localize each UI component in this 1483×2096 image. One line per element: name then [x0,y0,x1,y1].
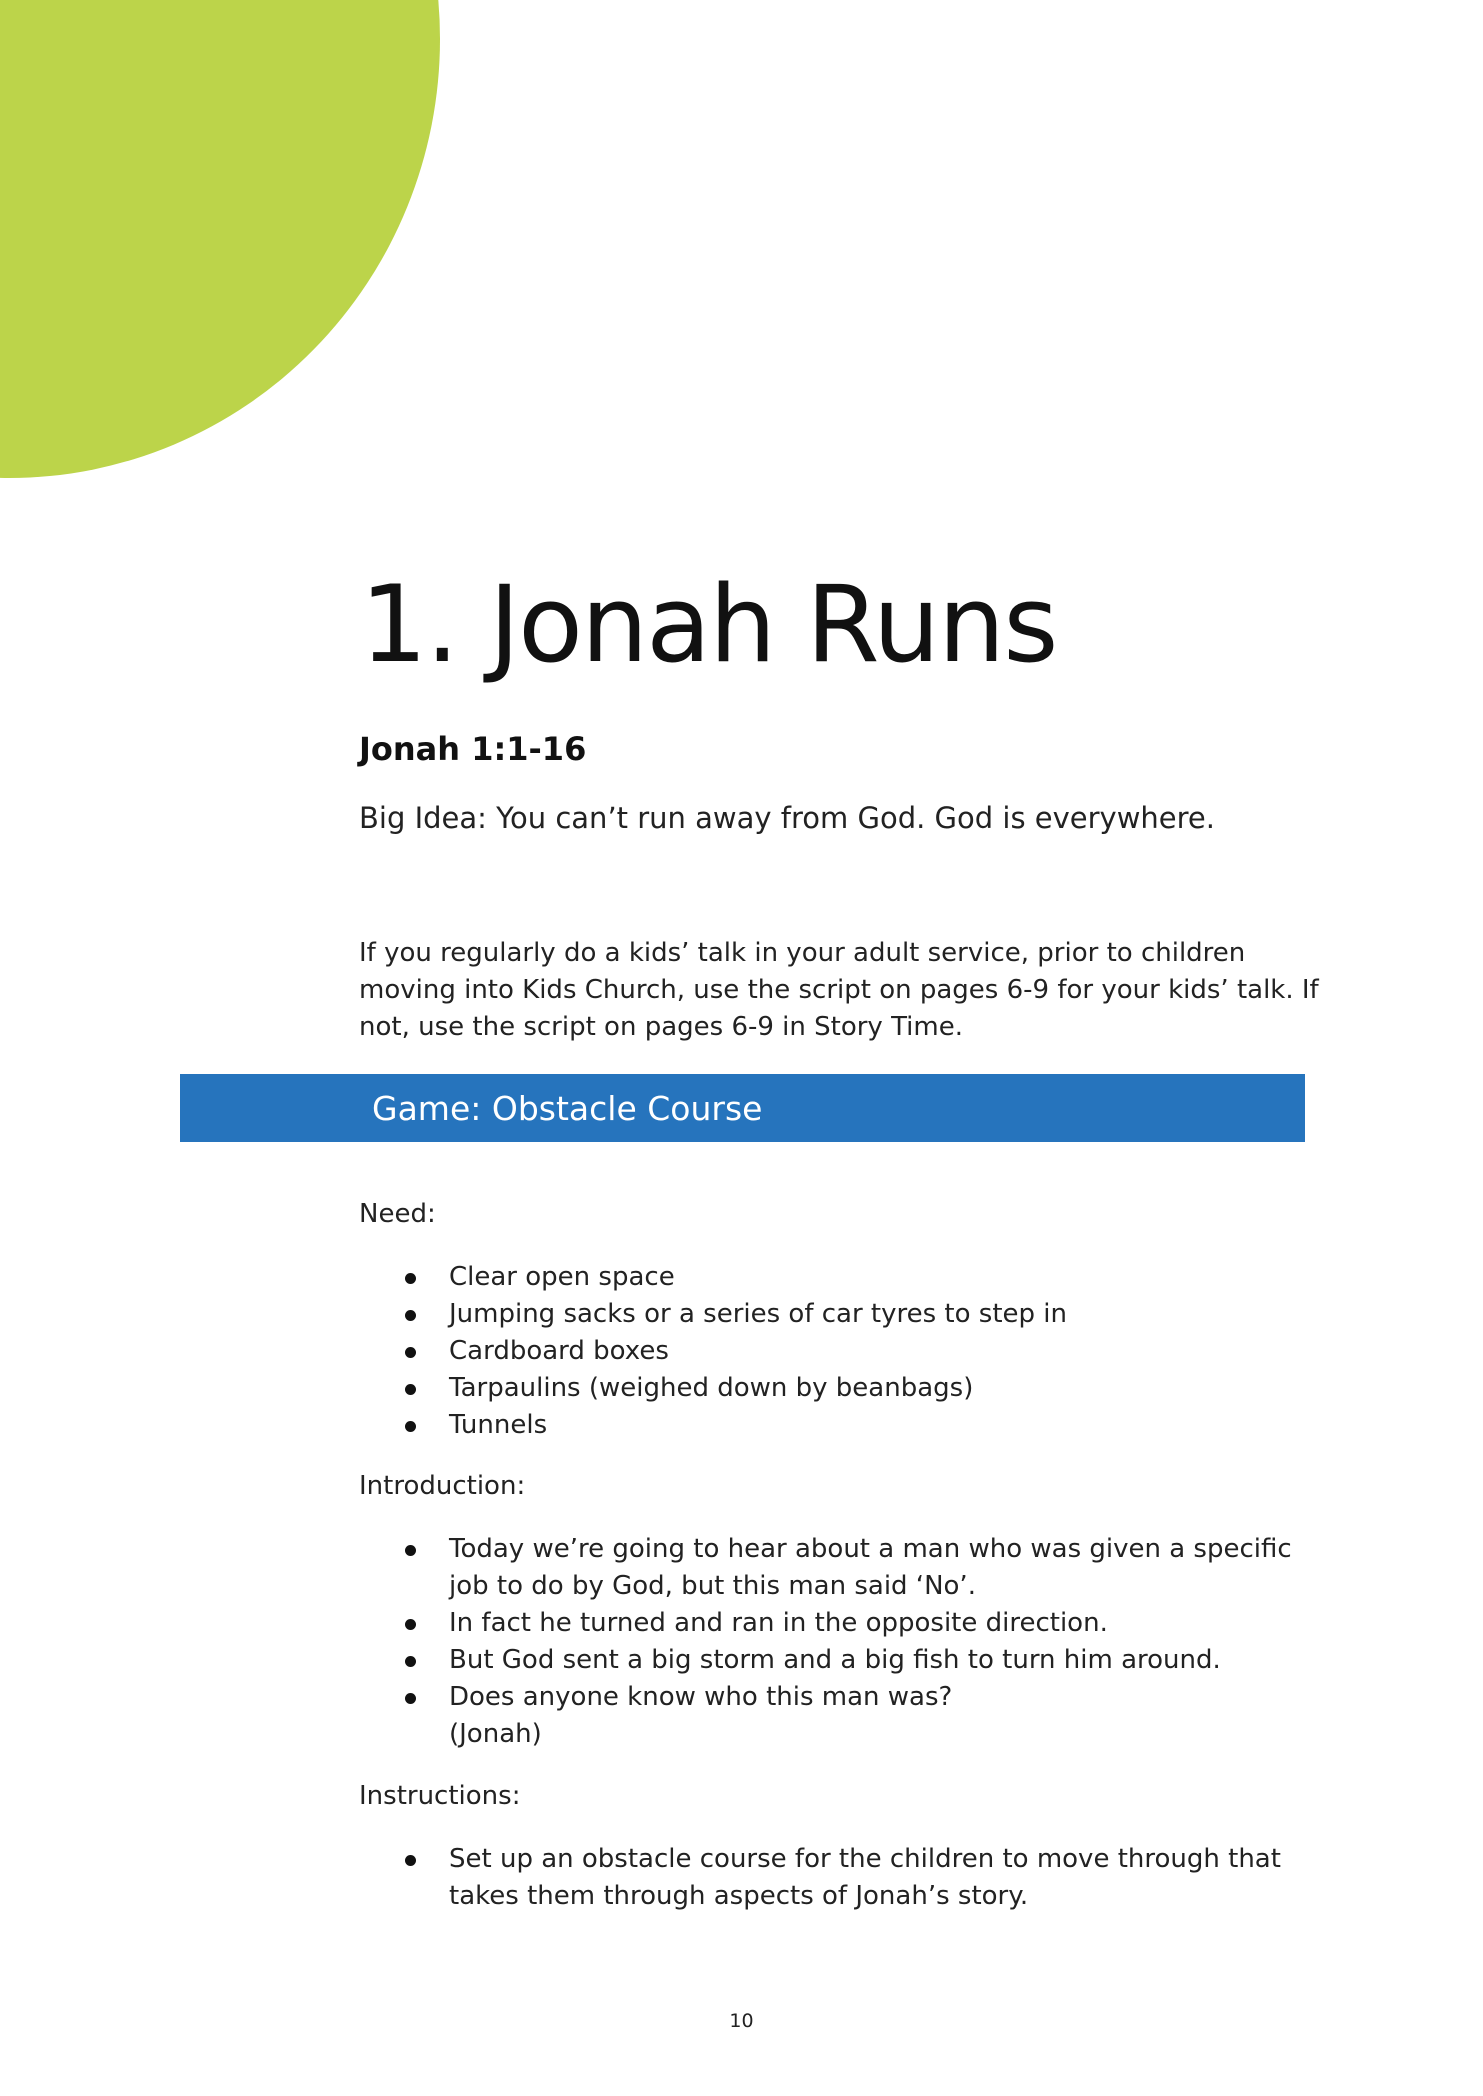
bullet-icon [405,1421,416,1432]
game-banner-text: Game: Obstacle Course [372,1088,763,1128]
bullet-icon [405,1273,416,1284]
list-item: In fact he turned and ran in the opposite direction. [359,1605,1319,1642]
answer-text: (Jonah) [449,1719,542,1749]
bullet-icon [405,1347,416,1358]
list-item: Today we’re going to hear about a man who was given a specific job to do by God, but this man said ‘No’. [359,1531,1319,1605]
decorative-green-circle [0,0,440,478]
list-item: But God sent a big storm and a big fish to turn him around. [359,1642,1319,1679]
bullet-icon [405,1619,416,1630]
bullet-icon [405,1693,416,1704]
need-label: Need: [359,1199,436,1229]
list-item: Cardboard boxes [359,1333,1319,1370]
game-banner [180,1074,1305,1142]
list-item: Does anyone know who this man was? (Jonah) [359,1679,1319,1753]
intro-paragraph: If you regularly do a kids’ talk in your adult service, prior to children moving into Kids Church, use the script on pages 6-9 for your kids’ talk. If not, use the script on pages 6-9 in Story Time. [359,938,1319,1042]
lesson-title: 1. Jonah Runs [360,563,1057,686]
scripture-reference: Jonah 1:1-16 [359,730,587,768]
bullet-icon [405,1545,416,1556]
bullet-icon [405,1656,416,1667]
introduction-list [359,1531,1319,1753]
bullet-icon [405,1855,416,1866]
instructions-label: Instructions: [359,1781,521,1811]
list-item: Set up an obstacle course for the children to move through that takes them through aspects of Jonah’s story. [359,1841,1319,1915]
introduction-label: Introduction: [359,1471,526,1501]
page-number: 10 [729,2010,754,2032]
big-idea: Big Idea: You can’t run away from God. God is everywhere. [359,801,1215,835]
bullet-icon [405,1384,416,1395]
instructions-list [359,1841,1319,1915]
list-item: Clear open space [359,1259,1319,1296]
list-item: Jumping sacks or a series of car tyres to step in [359,1296,1319,1333]
bullet-icon [405,1310,416,1321]
need-list [359,1259,1319,1444]
list-item: Tarpaulins (weighed down by beanbags) [359,1370,1319,1407]
list-item: Tunnels [359,1407,1319,1444]
